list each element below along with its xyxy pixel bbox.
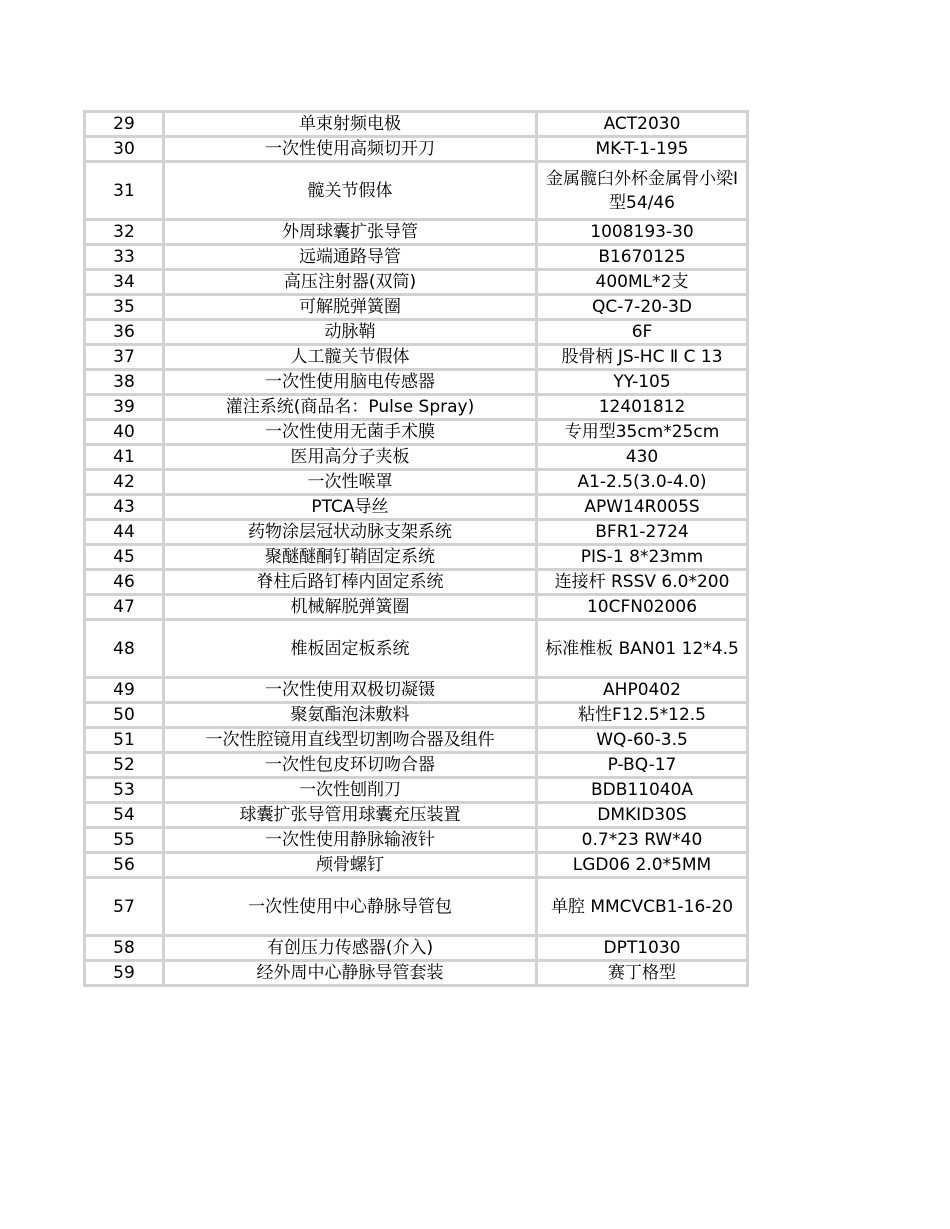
row-number: 30 (85, 137, 164, 162)
product-name: 聚醚醚酮钉鞘固定系统 (164, 545, 537, 570)
product-name: 一次性喉罩 (164, 470, 537, 495)
table-row (85, 112, 748, 137)
table-row (85, 570, 748, 595)
row-number: 44 (85, 520, 164, 545)
device-table (83, 110, 749, 987)
product-spec: WQ-60-3.5 (537, 728, 748, 753)
product-name: 机械解脱弹簧圈 (164, 595, 537, 620)
table-row (85, 420, 748, 445)
product-name: 一次性使用无菌手术膜 (164, 420, 537, 445)
table-row (85, 370, 748, 395)
table-row (85, 520, 748, 545)
table-row (85, 320, 748, 345)
table-row (85, 828, 748, 853)
row-number: 54 (85, 803, 164, 828)
product-spec: 粘性F12.5*12.5 (537, 703, 748, 728)
product-spec: P-BQ-17 (537, 753, 748, 778)
table-row (85, 936, 748, 961)
product-spec: B1670125 (537, 245, 748, 270)
product-spec: 400ML*2支 (537, 270, 748, 295)
table-row (85, 295, 748, 320)
product-spec: 1008193-30 (537, 220, 748, 245)
table-row (85, 545, 748, 570)
row-number: 42 (85, 470, 164, 495)
product-spec: BFR1-2724 (537, 520, 748, 545)
product-spec: 10CFN02006 (537, 595, 748, 620)
product-name: 髋关节假体 (164, 162, 537, 220)
product-spec: 标准椎板 BAN01 12*4.5 (537, 620, 748, 678)
product-name: 外周球囊扩张导管 (164, 220, 537, 245)
row-number: 43 (85, 495, 164, 520)
product-name: 人工髋关节假体 (164, 345, 537, 370)
row-number: 39 (85, 395, 164, 420)
product-spec: APW14R005S (537, 495, 748, 520)
product-name: 聚氨酯泡沫敷料 (164, 703, 537, 728)
row-number: 50 (85, 703, 164, 728)
product-spec: 连接杆 RSSV 6.0*200 (537, 570, 748, 595)
table-row (85, 728, 748, 753)
row-number: 49 (85, 678, 164, 703)
row-number: 45 (85, 545, 164, 570)
table-row (85, 245, 748, 270)
product-spec: MK-T-1-195 (537, 137, 748, 162)
row-number: 29 (85, 112, 164, 137)
row-number: 41 (85, 445, 164, 470)
table-row (85, 678, 748, 703)
table-row (85, 220, 748, 245)
product-spec: 股骨柄 JS-HC Ⅱ C 13 (537, 345, 748, 370)
product-spec: PIS-1 8*23mm (537, 545, 748, 570)
product-spec: ACT2030 (537, 112, 748, 137)
product-name: 高压注射器(双筒) (164, 270, 537, 295)
product-name: 有创压力传感器(介入) (164, 936, 537, 961)
row-number: 36 (85, 320, 164, 345)
product-name: 一次性使用静脉输液针 (164, 828, 537, 853)
product-name: 一次性使用高频切开刀 (164, 137, 537, 162)
table-row (85, 270, 748, 295)
row-number: 51 (85, 728, 164, 753)
table-row (85, 445, 748, 470)
row-number: 48 (85, 620, 164, 678)
table-row (85, 395, 748, 420)
product-spec: 12401812 (537, 395, 748, 420)
table-row (85, 137, 748, 162)
row-number: 52 (85, 753, 164, 778)
product-spec: 430 (537, 445, 748, 470)
product-name: PTCA导丝 (164, 495, 537, 520)
product-spec: BDB11040A (537, 778, 748, 803)
product-name: 医用高分子夹板 (164, 445, 537, 470)
product-name: 单束射频电极 (164, 112, 537, 137)
product-name: 球囊扩张导管用球囊充压装置 (164, 803, 537, 828)
device-table-body (85, 112, 748, 986)
product-spec: 6F (537, 320, 748, 345)
row-number: 57 (85, 878, 164, 936)
product-name: 一次性使用脑电传感器 (164, 370, 537, 395)
product-spec: 赛丁格型 (537, 961, 748, 986)
row-number: 35 (85, 295, 164, 320)
table-row (85, 853, 748, 878)
row-number: 33 (85, 245, 164, 270)
table-row (85, 470, 748, 495)
product-name: 经外周中心静脉导管套装 (164, 961, 537, 986)
row-number: 34 (85, 270, 164, 295)
row-number: 32 (85, 220, 164, 245)
row-number: 58 (85, 936, 164, 961)
row-number: 40 (85, 420, 164, 445)
product-name: 一次性包皮环切吻合器 (164, 753, 537, 778)
row-number: 37 (85, 345, 164, 370)
table-row (85, 162, 748, 220)
product-name: 可解脱弹簧圈 (164, 295, 537, 320)
product-name: 椎板固定板系统 (164, 620, 537, 678)
row-number: 38 (85, 370, 164, 395)
row-number: 56 (85, 853, 164, 878)
product-spec: YY-105 (537, 370, 748, 395)
product-spec: 专用型35cm*25cm (537, 420, 748, 445)
row-number: 59 (85, 961, 164, 986)
table-row (85, 878, 748, 936)
product-name: 动脉鞘 (164, 320, 537, 345)
table-row (85, 753, 748, 778)
product-name: 颅骨螺钉 (164, 853, 537, 878)
table-row (85, 595, 748, 620)
product-spec: DMKID30S (537, 803, 748, 828)
product-spec: A1-2.5(3.0-4.0) (537, 470, 748, 495)
product-spec: 单腔 MMCVCB1-16-20 (537, 878, 748, 936)
product-spec: AHP0402 (537, 678, 748, 703)
row-number: 31 (85, 162, 164, 220)
product-spec: QC-7-20-3D (537, 295, 748, 320)
table-row (85, 345, 748, 370)
table-row (85, 778, 748, 803)
table-row (85, 495, 748, 520)
row-number: 53 (85, 778, 164, 803)
product-name: 脊柱后路钉棒内固定系统 (164, 570, 537, 595)
product-name: 一次性腔镜用直线型切割吻合器及组件 (164, 728, 537, 753)
product-name: 一次性使用双极切凝镊 (164, 678, 537, 703)
product-name: 一次性使用中心静脉导管包 (164, 878, 537, 936)
product-spec: 金属髋臼外杯金属骨小梁Ⅰ型54/46 (537, 162, 748, 220)
row-number: 55 (85, 828, 164, 853)
product-name: 远端通路导管 (164, 245, 537, 270)
product-name: 药物涂层冠状动脉支架系统 (164, 520, 537, 545)
table-row (85, 620, 748, 678)
table-row (85, 803, 748, 828)
table-row (85, 961, 748, 986)
row-number: 47 (85, 595, 164, 620)
product-name: 一次性刨削刀 (164, 778, 537, 803)
product-spec: LGD06 2.0*5MM (537, 853, 748, 878)
product-name: 灌注系统(商品名：Pulse Spray) (164, 395, 537, 420)
product-spec: 0.7*23 RW*40 (537, 828, 748, 853)
table-row (85, 703, 748, 728)
product-spec: DPT1030 (537, 936, 748, 961)
row-number: 46 (85, 570, 164, 595)
